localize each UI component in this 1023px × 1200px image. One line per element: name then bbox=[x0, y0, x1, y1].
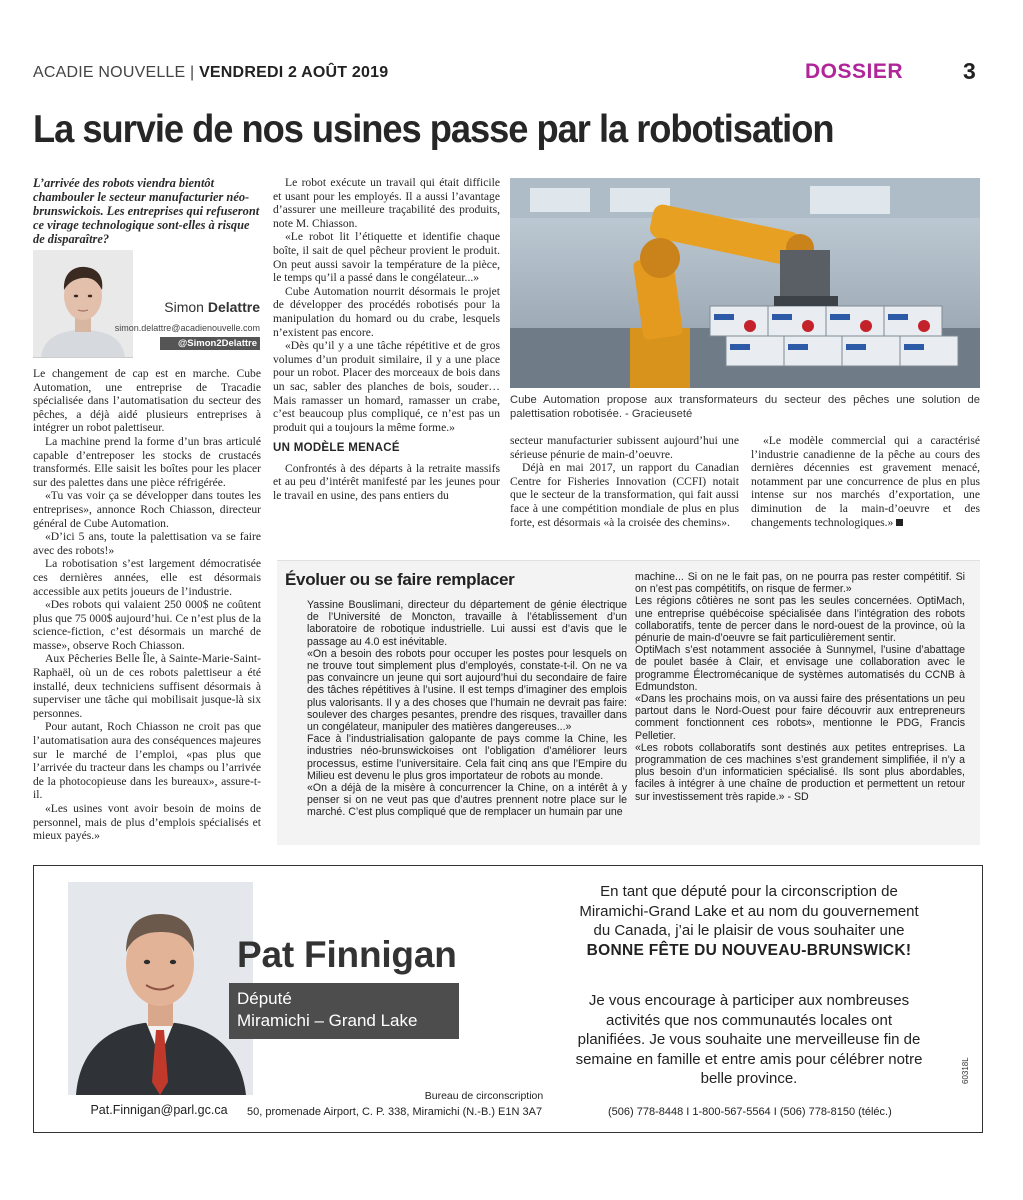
issue-date: VENDREDI 2 AOÛT 2019 bbox=[199, 64, 389, 81]
paragraph-text: «Le modèle commercial qui a caractérisé l’industrie canadienne de la pêche au cours des dernières décennies est gravement menacé, notamment par une concurrence de plus en plus intense sur nos marchés d’exportation, une diminution de la main-d’oeuvre et des changements technologiques.» bbox=[751, 434, 980, 529]
ad-name: Pat Finnigan bbox=[237, 934, 457, 975]
paragraph: «Le robot lit l’étiquette et identifie chaque boîte, il sait de quel pêcheur provient le produit. On peut aussi savoir la température de la pièce, le temps qu’il a passé dans le congélateur...» bbox=[273, 230, 500, 285]
article-column-3 bbox=[510, 434, 739, 529]
ad-message-line: Miramichi-Grand Lake et au nom du gouvernement bbox=[579, 902, 919, 920]
paragraph: Le changement de cap est en marche. Cube Automation, une entreprise de Tracadie spécialisée dans l’automatisation du secteur des pêches, a déjà aidé plusieurs entreprises à intégrer un robot palettiseur. bbox=[33, 367, 261, 435]
ad-message-line: Je vous encourage à participer aux nombreuses bbox=[588, 992, 910, 1009]
author-last-name: Delattre bbox=[207, 299, 260, 315]
paragraph: Cube Automation nourrit désormais le projet de développer des procédés robotisés pour la manipulation du homard ou du crabe, lesquels n’existent pas encore. bbox=[273, 284, 500, 339]
robot-arm-image bbox=[510, 178, 980, 388]
section-label: DOSSIER bbox=[805, 60, 904, 83]
paragraph: Aux Pêcheries Belle Île, à Sainte-Marie-Saint-Raphaël, où un de ces robots palettiseur a été installé, deux techniciens suffisent désormais à superviser une tâche qui mobilisait jusque-là six personnes. bbox=[33, 652, 261, 720]
ad-address: 50, promenade Airport, C. P. 338, Miramichi (N.-B.) E1N 3A7 bbox=[247, 1106, 543, 1118]
paragraph: «Les robots collaboratifs sont destinés aux petites entreprises. La programmation de ces machines s’est grandement simplifiée, il n’y a plus besoin d’un informaticien spécialisé. Ils sont plus abordables, faciles à intégrer à une chaîne de production et permettent un retour sur investissement très rapide.» - SD bbox=[635, 741, 965, 803]
ad-message bbox=[534, 882, 964, 960]
paragraph: secteur manufacturier subissent aujourd’hui une sérieuse pénurie de main-d’oeuvre. bbox=[510, 434, 739, 461]
sidebar-column-right bbox=[635, 571, 965, 803]
author-email: simon.delattre@acadienouvelle.com bbox=[114, 323, 260, 333]
ad-message-bold: BONNE FÊTE DU NOUVEAU-BRUNSWICK! bbox=[586, 941, 912, 959]
author-twitter: @Simon2Delattre bbox=[160, 337, 260, 350]
paragraph: La machine prend la forme d’un bras articulé capable d’entreposer les stocks de crustacés transformés. Elle saisit les boîtes pour les placer sur des palettes dans une pièce réfrigérée. bbox=[33, 434, 261, 489]
paragraph: «On a besoin des robots pour occuper les postes pour lesquels on ne trouve tout simplement plus d’employés, constate-t-il. On ne va pas convaincre un jeune qui sort aujourd’hui du secondaire de faire des tâches répétitives à l’usine. Il est temps d’imaginer des emplois plus valorisants. Il y a des choses que l’humain ne devrait pas faire: soulever des charges pesantes, prendre des risques, travailler dans un congélateur, manipuler des matières dangereuses...» bbox=[307, 647, 627, 734]
ad-message-line: semaine en famille et entre amis pour célébrer notre bbox=[575, 1050, 923, 1068]
paragraph: Le robot exécute un travail qui était difficile et usant pour les employés. Il a aussi l’avantage d’assurer une meilleure traçabilité des produits, note M. Chiasson. bbox=[273, 176, 500, 230]
paragraph: «On a déjà de la misère à concurrencer la Chine, on a intérêt à y penser si on ne veut pas que d’autres prennent notre place sur le marché. C’est plus compliqué que de remplacer un humain par une bbox=[307, 782, 627, 819]
ad-email: Pat.Finnigan@parl.gc.ca bbox=[90, 1103, 228, 1117]
ad-riding: Miramichi – Grand Lake bbox=[237, 1011, 418, 1030]
author-first-name: Simon bbox=[164, 299, 204, 315]
paper-name: ACADIE NOUVELLE bbox=[33, 64, 186, 81]
sidebar-title: Évoluer ou se faire remplacer bbox=[285, 570, 515, 589]
page-number: 3 bbox=[963, 58, 976, 84]
paragraph: «Les usines vont avoir besoin de moins de personnel, mais de plus d’emplois spécialisés et mieux payés.» bbox=[33, 802, 261, 843]
sidebar-box bbox=[277, 560, 980, 845]
paragraph: «Tu vas voir ça se développer dans toutes les entreprises», annonce Roch Chiasson, directeur général de Cube Automation. bbox=[33, 489, 261, 530]
paragraph bbox=[751, 434, 980, 529]
masthead bbox=[33, 60, 988, 94]
article-column-2 bbox=[273, 176, 500, 503]
paragraph: Face à l’industrialisation galopante de pays comme la Chine, les industries néo-brunswickoises ont l’obligation d’améliorer leurs processus, estime l’universitaire. Cela fait cinq ans que l’Empire du Milieu est devenu le plus gros importateur de robots au monde. bbox=[307, 733, 627, 782]
sidebar-column-left bbox=[307, 599, 627, 819]
ad-title-box bbox=[229, 983, 459, 1039]
paragraph: OptiMach s’est notamment associée à Sunnymel, l’usine d’abattage de poulet basée à Clair, et envisage une collaboration avec le programme Électromécanique de systèmes automatisés du CCNB à Edmundston. bbox=[635, 644, 965, 693]
ad-message-line: activités que nos communautés locales ont bbox=[606, 1011, 892, 1029]
ad-message-line: En tant que député pour la circonscription de bbox=[600, 883, 898, 900]
ad-message-line: belle province. bbox=[700, 1070, 798, 1088]
section-subhead: UN MODÈLE MENACÉ bbox=[273, 442, 400, 455]
article-headline: La survie de nos usines passe par la robotisation bbox=[33, 108, 834, 151]
ad-phones: (506) 778-8448 I 1-800-567-5564 I (506) 778-8150 (téléc.) bbox=[608, 1106, 892, 1118]
paragraph: machine... Si on ne le fait pas, on ne pourra pas rester compétitif. Si on n’est pas compétitifs, on risque de fermer.» bbox=[635, 571, 965, 596]
paper-date-line bbox=[33, 64, 388, 82]
portrait-person-icon bbox=[68, 882, 253, 1095]
paragraph: «D’ici 5 ans, toute la palettisation va se faire avec des robots!» bbox=[33, 530, 261, 557]
advertisement bbox=[33, 865, 983, 1133]
ad-role: Député bbox=[237, 989, 292, 1008]
article-column-4 bbox=[751, 434, 980, 529]
ad-code: 60318L bbox=[961, 1057, 970, 1084]
article-column-1 bbox=[33, 367, 261, 843]
end-mark-icon bbox=[896, 519, 903, 526]
paragraph: «Dans les prochains mois, on va aussi faire des présentations un peu partout dans le Nord-Ouest pour faire découvrir aux entrepreneurs comment fonctionnent ces robots», mentionne le PDG, Francis Pelletier. bbox=[635, 693, 965, 742]
ad-message-line: planifiées. Je vous souhaite une merveilleuse fin de bbox=[577, 1031, 921, 1049]
author-portrait-icon bbox=[33, 250, 133, 358]
paragraph: Pour autant, Roch Chiasson ne croit pas que l’automatisation aura des conséquences majeures sur le marché de l’emploi, «pas plus que l’arrivée du tracteur dans les champs ou l’arrivée de la photocopieuse dans les bureaux», assure-t-il. bbox=[33, 720, 261, 802]
paragraph: Les régions côtières ne sont pas les seules concernées. OptiMach, une entreprise québécoise spécialisée dans l’intégration des robots collaboratifs, tente de percer dans le nord-ouest de la province, où la pénurie de main-d’oeuvre se fait particulièrement sentir. bbox=[635, 595, 965, 645]
paragraph: Déjà en mai 2017, un rapport du Canadian Centre for Fisheries Innovation (CCFI) notait que le secteur de la transformation, qui fait aussi face à une compétition mondiale de plus en plus forte, est désormais «à la croisée des chemins». bbox=[510, 461, 739, 529]
ad-message-line: du Canada, j’ai le plaisir de vous souhaiter une bbox=[593, 922, 905, 940]
article-lede: L’arrivée des robots viendra bientôt chambouler le secteur manufacturier néo-brunswickois. Les entreprises qui refuseront ce virage technologique sont-elles à risque de disparaître? bbox=[33, 176, 260, 246]
photo-caption: Cube Automation propose aux transformateurs du secteur des pêches une solution de palettisation robotisée. - Gracieuseté bbox=[510, 394, 980, 420]
ad-message-2 bbox=[534, 991, 964, 1089]
robot-photo bbox=[510, 178, 980, 388]
paragraph: «Des robots qui valaient 250 000$ ne coûtent plus que 75 000$ aujourd’hui. Ce n’est plus de la science-fiction, c’est désormais un marché de masse», observe Roch Chiasson. bbox=[33, 598, 261, 652]
paragraph: La robotisation s’est largement démocratisée ces dernières années, elle est désormais accessible aux petits joueurs de l’industrie. bbox=[33, 557, 261, 598]
author-name bbox=[140, 299, 260, 315]
author-photo bbox=[33, 250, 133, 358]
ad-portrait bbox=[68, 882, 253, 1095]
paragraph: Yassine Bouslimani, directeur du département de génie électrique de l’Université de Moncton, travaille à l’établissement d’un laboratoire de robotique industrielle. Lui aussi est d’avis que le passage au 4.0 est inévitable. bbox=[307, 599, 627, 648]
ad-office-label: Bureau de circonscription bbox=[424, 1090, 544, 1102]
paragraph: «Dès qu’il y a une tâche répétitive et de gros volumes d’un produit similaire, il y a une place pour un robot. Placer des morceaux de bois dans un sac, sabler des planches de bois, souder… Mais ramasser un homard, ramasser un crabe, c’est beaucoup plus compliqué, ce n’est pas un produit qui a toujours la même forme.» bbox=[273, 339, 500, 434]
separator: | bbox=[190, 64, 200, 81]
paragraph: Confrontés à des départs à la retraite massifs et au peu d’intérêt manifesté par les jeunes pour le travail en usine, des pans entiers du bbox=[273, 461, 500, 503]
